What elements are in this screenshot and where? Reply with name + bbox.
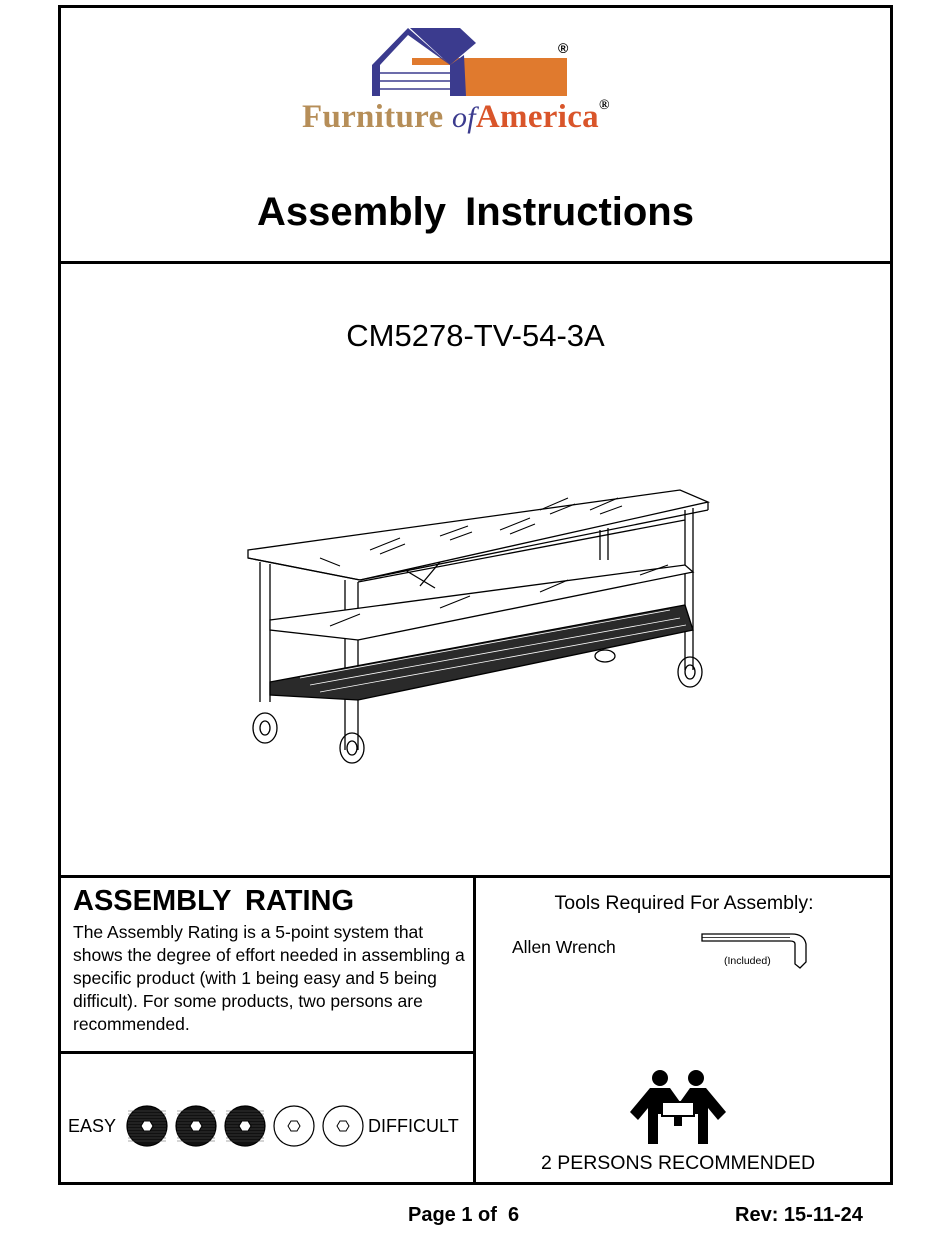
rating-title: ASSEMBLY RATING: [73, 885, 355, 917]
tool-allen-wrench-label: Allen Wrench: [512, 937, 616, 957]
persons-recommended-text: 2 PERSONS RECOMMENDED: [540, 1152, 816, 1174]
page-number: Page 1 of 6: [408, 1204, 520, 1226]
brand-word-america: America: [475, 99, 599, 135]
rating-scale: [68, 1102, 459, 1150]
rating-dot-filled: [126, 1105, 168, 1147]
difficult-label: DIFFICULT: [368, 1115, 459, 1136]
model-number: CM5278-TV-54-3A: [346, 318, 605, 353]
rating-dot-empty: [322, 1105, 364, 1147]
rating-dot-filled: [175, 1105, 217, 1147]
rating-dots: [126, 1105, 364, 1147]
rating-description: The Assembly Rating is a 5-point system that shows the degree of effort needed in assembling a specific product (with 1 being easy and 5 being difficult). For some products, two persons are recommended.: [73, 922, 465, 1034]
page-title: Assembly Instructions: [256, 190, 694, 234]
brand-registered-mark: ®: [598, 98, 610, 113]
tv-stand-illustration: [240, 470, 720, 775]
easy-label: EASY: [68, 1115, 117, 1136]
brand-name: [302, 98, 610, 136]
divider-vertical: [473, 875, 476, 1185]
brand-word-of: of: [451, 101, 476, 134]
divider-rating: [58, 1051, 475, 1054]
logo-registered-mark: ®: [558, 40, 569, 56]
divider-header: [58, 261, 893, 264]
tools-title: Tools Required For Assembly:: [554, 892, 814, 914]
rating-dot-filled: [224, 1105, 266, 1147]
revision-date: Rev: 15-11-24: [735, 1204, 863, 1226]
two-persons-icon: [622, 1068, 734, 1148]
rating-dot-empty: [273, 1105, 315, 1147]
brand-word-furniture: Furniture: [302, 99, 444, 135]
tool-included-note: (Included): [724, 955, 771, 967]
